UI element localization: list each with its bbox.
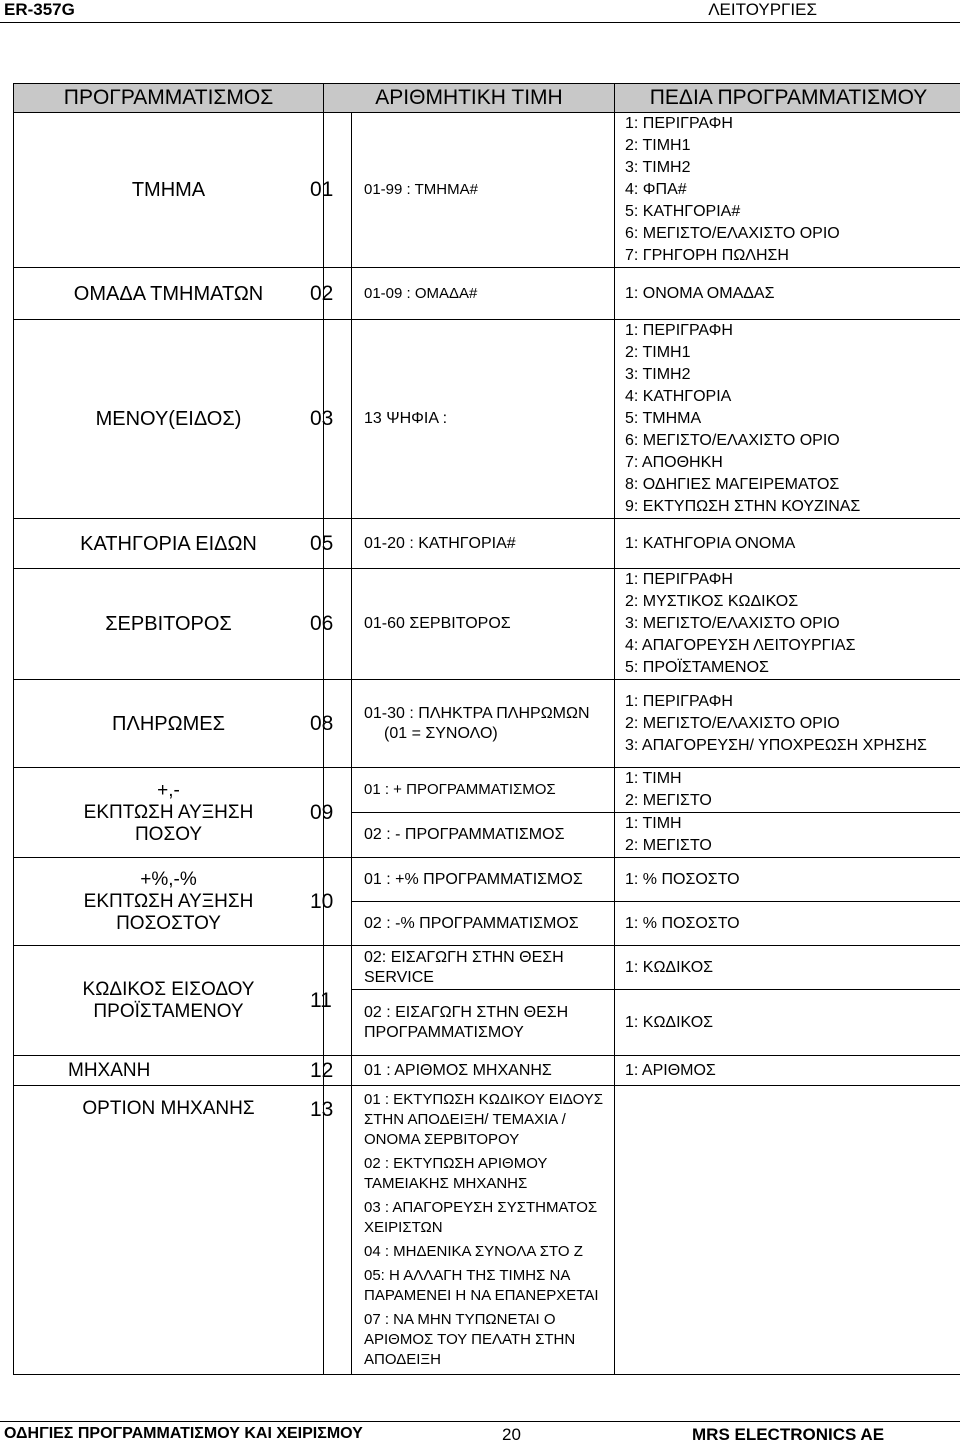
row-code: 13 <box>324 1086 352 1375</box>
table-row <box>14 946 960 990</box>
row-fields <box>615 1086 960 1375</box>
row-range: 02 : ΕΙΣΑΓΩΓΗ ΣΤΗΝ ΘΕΣΗ ΠΡΟΓΡΑΜΜΑΤΙΣΜΟΥ <box>352 990 615 1056</box>
row-name: ΟΡΤΙΟΝ ΜΗΧΑΝΗΣ <box>14 1086 324 1375</box>
row-name: ΚΑΤΗΓΟΡΙΑ ΕΙΔΩΝ <box>14 519 324 569</box>
table-row <box>14 1086 960 1375</box>
row-range: 01-09 : ΟΜΑΔΑ# <box>352 268 615 320</box>
row-range: 13 ΨΗΦΙΑ : <box>352 320 615 519</box>
option-item: 02 : ΕΚΤΥΠΩΣΗ ΑΡΙΘΜΟΥ ΤΑΜΕΙΑΚΗΣ ΜΗΧΑΝΗΣ <box>364 1155 548 1192</box>
table-row <box>14 268 960 320</box>
option-item: 04 : ΜΗΔΕΝΙΚΑ ΣΥΝΟΛΑ ΣΤΟ Ζ <box>364 1243 583 1260</box>
row-name: ΟΜΑΔΑ ΤΜΗΜΑΤΩΝ <box>14 268 324 320</box>
row-code: 03 <box>324 320 352 519</box>
row-name: +%,-% ΕΚΠΤΩΣΗ ΑΥΞΗΣΗ ΠΟΣΟΣΤΟΥ <box>14 858 324 946</box>
table-row <box>14 858 960 902</box>
row-fields: 1: ΟΝΟΜΑ ΟΜΑΔΑΣ <box>615 268 960 320</box>
table-row <box>14 320 960 519</box>
row-fields: 1: ΤΙΜΗ 2: ΜΕΓΙΣΤΟ <box>615 813 960 858</box>
page-number: 20 <box>502 1425 521 1444</box>
table-row <box>14 768 960 813</box>
table-row <box>14 113 960 268</box>
row-code: 01 <box>324 113 352 268</box>
row-code: 02 <box>324 268 352 320</box>
row-fields: 1: ΚΩΔΙΚΟΣ <box>615 990 960 1056</box>
row-fields: 1: % ΠΟΣΟΣΤΟ <box>615 858 960 902</box>
row-fields: 1: ΠΕΡΙΓΡΑΦΗ 2: ΜΥΣΤΙΚΟΣ ΚΩΔΙΚΟΣ 3: ΜΕΓΙΣΤΟ/ΕΛΑΧΙΣΤΟ ΟΡΙΟ 4: ΑΠΑΓΟΡΕΥΣΗ ΛΕΙΤΟΥΡΓΙΑΣ 5: ΠΡΟΪΣΤΑΜΕΝΟΣ <box>615 569 960 680</box>
doc-model: ER-357G <box>4 0 75 19</box>
row-code: 06 <box>324 569 352 680</box>
table-row <box>14 1056 960 1086</box>
row-fields: 1: ΚΑΤΗΓΟΡΙΑ ΟΝΟΜΑ <box>615 519 960 569</box>
col-fields: ΠΕΔΙΑ ΠΡΟΓΡΑΜΜΑΤΙΣΜΟΥ <box>615 84 960 113</box>
row-code: 11 <box>324 946 352 1056</box>
row-fields: 1: ΚΩΔΙΚΟΣ <box>615 946 960 990</box>
row-fields: 1: ΠΕΡΙΓΡΑΦΗ 2: ΜΕΓΙΣΤΟ/ΕΛΑΧΙΣΤΟ ΟΡΙΟ 3: ΑΠΑΓΟΡΕΥΣΗ/ ΥΠΟΧΡΕΩΣΗ ΧΡΗΣΗΣ <box>615 680 960 768</box>
option-item: 07 : ΝΑ ΜΗΝ ΤΥΠΩΝΕΤΑΙ Ο ΑΡΙΘΜΟΣ ΤΟΥ ΠΕΛΑΤΗ ΣΤΗΝ ΑΠΟΔΕΙΞΗ <box>364 1311 576 1368</box>
table-header <box>14 84 960 113</box>
row-range: 02 : - ΠΡΟΓΡΑΜΜΑΤΙΣΜΟΣ <box>352 813 615 858</box>
row-fields: 1: ΑΡΙΘΜΟΣ <box>615 1056 960 1086</box>
programming-table <box>13 83 960 1375</box>
row-range: 01-60 ΣΕΡΒΙΤΟΡΟΣ <box>352 569 615 680</box>
header-rule <box>0 22 960 23</box>
row-code: 10 <box>324 858 352 946</box>
row-range: 01-20 : ΚΑΤΗΓΟΡΙΑ# <box>352 519 615 569</box>
row-name: ΤΜΗΜΑ <box>14 113 324 268</box>
table-row <box>14 569 960 680</box>
table-row <box>14 680 960 768</box>
row-range: 01 : +% ΠΡΟΓΡΑΜΜΑΤΙΣΜΟΣ <box>352 858 615 902</box>
option-item: 01 : ΕΚΤΥΠΩΣΗ ΚΩΔΙΚΟΥ ΕΙΔΟΥΣ ΣΤΗΝ ΑΠΟΔΕΙΞΗ/ ΤΕΜΑΧΙΑ / ΟΝΟΜΑ ΣΕΡΒΙΤΟΡΟΥ <box>364 1091 604 1148</box>
row-fields: 1: ΠΕΡΙΓΡΑΦΗ 2: ΤΙΜΗ1 3: ΤΙΜΗ2 4: ΦΠΑ# 5: ΚΑΤΗΓΟΡΙΑ# 6: ΜΕΓΙΣΤΟ/ΕΛΑΧΙΣΤΟ ΟΡΙΟ 7: ΓΡΗΓΟΡΗ ΠΩΛΗΣΗ <box>615 113 960 268</box>
row-code: 12 <box>324 1056 352 1086</box>
row-fields: 1: ΤΙΜΗ 2: ΜΕΓΙΣΤΟ <box>615 768 960 813</box>
row-name: ΚΩΔΙΚΟΣ ΕΙΣΟΔΟΥ ΠΡΟΪΣΤΑΜΕΝΟΥ <box>14 946 324 1056</box>
doc-section: ΛΕΙΤΟΥΡΓΙΕΣ <box>708 0 817 19</box>
row-range: 01-30 : ΠΛΗΚΤΡΑ ΠΛΗΡΩΜΩΝ (01 = ΣΥΝΟΛΟ) <box>352 680 615 768</box>
footer-rule <box>0 1421 960 1422</box>
row-range: 01 : ΑΡΙΘΜΟΣ ΜΗΧΑΝΗΣ <box>352 1056 615 1086</box>
row-name: ΣΕΡΒΙΤΟΡΟΣ <box>14 569 324 680</box>
row-range: 02 : -% ΠΡΟΓΡΑΜΜΑΤΙΣΜΟΣ <box>352 902 615 946</box>
row-name: +,- ΕΚΠΤΩΣΗ ΑΥΞΗΣΗ ΠΟΣΟΥ <box>14 768 324 858</box>
option-item: 03 : ΑΠΑΓΟΡΕΥΣΗ ΣΥΣΤΗΜΑΤΟΣ ΧΕΙΡΙΣΤΩΝ <box>364 1199 598 1236</box>
row-range: 01-99 : ΤΜΗΜΑ# <box>352 113 615 268</box>
row-name: ΜΗΧΑΝΗ <box>14 1056 324 1086</box>
table-row <box>14 519 960 569</box>
footer-title: ΟΔΗΓΙΕΣ ΠΡΟΓΡΑΜΜΑΤΙΣΜΟΥ ΚΑΙ ΧΕΙΡΙΣΜΟΥ <box>4 1425 363 1442</box>
row-range: 02: ΕΙΣΑΓΩΓΗ ΣΤΗΝ ΘΕΣΗ SERVICE <box>352 946 615 990</box>
row-code: 08 <box>324 680 352 768</box>
row-name: ΜΕΝΟΥ(ΕΙΔΟΣ) <box>14 320 324 519</box>
col-numeric: ΑΡΙΘΜΗΤΙΚΗ ΤΙΜΗ <box>324 84 615 113</box>
row-fields: 1: ΠΕΡΙΓΡΑΦΗ 2: ΤΙΜΗ1 3: ΤΙΜΗ2 4: ΚΑΤΗΓΟΡΙΑ 5: ΤΜΗΜΑ 6: ΜΕΓΙΣΤΟ/ΕΛΑΧΙΣΤΟ ΟΡΙΟ 7: ΑΠΟΘΗΚΗ 8: ΟΔΗΓΙΕΣ ΜΑΓΕΙΡΕΜΑΤΟΣ 9: ΕΚΤΥΠΩΣΗ ΣΤΗΝ ΚΟΥΖΙΝΑΣ <box>615 320 960 519</box>
row-code: 09 <box>324 768 352 858</box>
col-programming: ΠΡΟΓΡΑΜΜΑΤΙΣΜΟΣ <box>14 84 324 113</box>
row-name: ΠΛΗΡΩΜΕΣ <box>14 680 324 768</box>
option-item: 05: Η ΑΛΛΑΓΗ ΤΗΣ ΤΙΜΗΣ ΝΑ ΠΑΡΑΜΕΝΕΙ Η ΝΑ ΕΠΑΝΕΡΧΕΤΑΙ <box>364 1267 599 1304</box>
footer-company: MRS ELECTRONICS AE <box>692 1425 885 1444</box>
row-code: 05 <box>324 519 352 569</box>
row-range: 01 : + ΠΡΟΓΡΑΜΜΑΤΙΣΜΟΣ <box>352 768 615 813</box>
option-list <box>352 1086 615 1375</box>
row-fields: 1: % ΠΟΣΟΣΤΟ <box>615 902 960 946</box>
